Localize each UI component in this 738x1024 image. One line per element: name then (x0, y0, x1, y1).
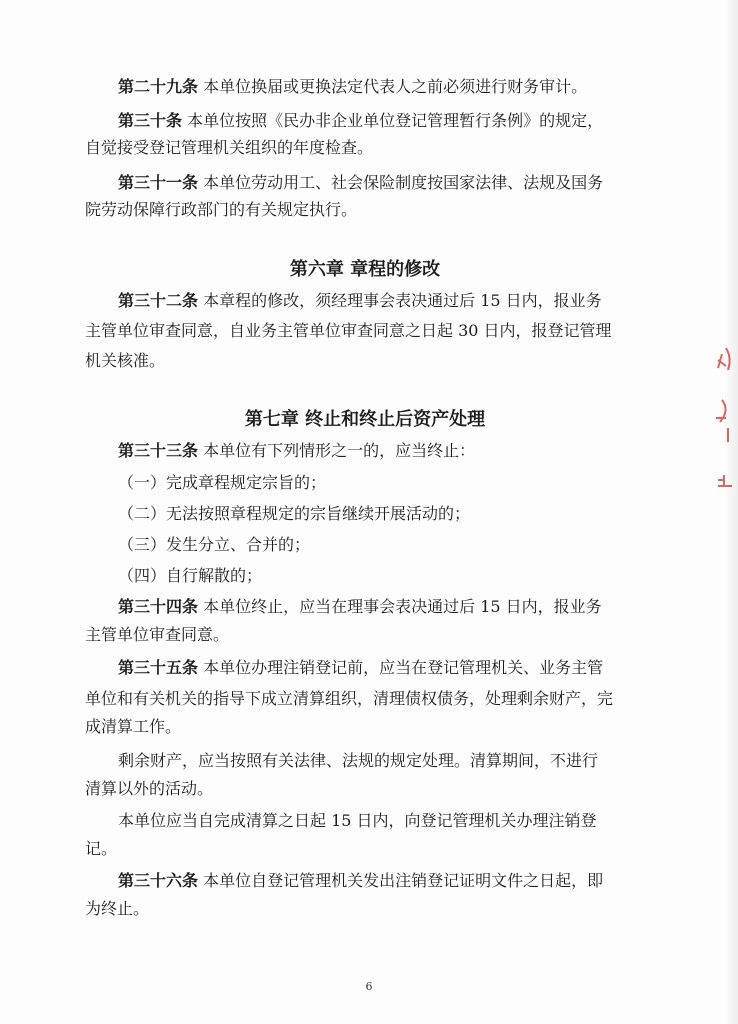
article-31 (118, 172, 678, 194)
article-lead: 第三十一条 (118, 173, 199, 192)
article-30 (118, 110, 678, 132)
article-32 (118, 290, 678, 312)
text-line: 剩余财产，应当按照有关法律、法规的规定处理。清算期间，不进行 (118, 751, 599, 770)
article-lead: 第三十条 (118, 111, 183, 130)
article-lead: 第二十九条 (118, 77, 199, 96)
text-line: 清算以外的活动。 (85, 779, 214, 798)
article-36 (118, 870, 678, 892)
text-line: 为终止。 (85, 899, 150, 918)
article-lead: 第三十五条 (118, 658, 199, 677)
article-33 (118, 440, 678, 462)
article-text: 本单位劳动用工、社会保险制度按国家法律、法规及国务 (203, 173, 604, 192)
article-lead: 第三十六条 (118, 871, 199, 890)
article-35 (118, 657, 678, 679)
article-text: 本单位有下列情形之一的，应当终止： (203, 441, 476, 460)
list-item: （一）完成章程规定宗旨的； (118, 473, 327, 492)
text-line: 主管单位审查同意，自业务主管单位审查同意之日起 30 日内，报登记管理 (85, 321, 612, 340)
article-34 (118, 596, 678, 618)
article-text: 本单位终止，应当在理事会表决通过后 15 日内，报业务 (203, 597, 602, 616)
list-item: （二）无法按照章程规定的宗旨继续开展活动的； (118, 504, 471, 523)
article-text: 本单位办理注销登记前，应当在登记管理机关、业务主管 (203, 658, 604, 677)
text-line: 记。 (85, 839, 118, 858)
text-line: 院劳动保障行政部门的有关规定执行。 (85, 200, 358, 219)
page-number: 6 (365, 980, 373, 993)
text-line: 本单位应当自完成清算之日起 15 日内，向登记管理机关办理注销登 (118, 811, 597, 830)
article-text: 本单位自登记管理机关发出注销登记证明文件之日起，即 (203, 871, 604, 890)
list-item: （三）发生分立、合并的； (118, 535, 311, 554)
text-line: 单位和有关机关的指导下成立清算组织，清理债权债务，处理剩余财产，完 (85, 689, 614, 708)
scan-edge (724, 0, 738, 1024)
article-text: 本章程的修改，须经理事会表决通过后 15 日内，报业务 (203, 291, 602, 310)
article-lead: 第三十二条 (118, 291, 199, 310)
article-text: 本单位按照《民办非企业单位登记管理暂行条例》的规定， (187, 111, 604, 130)
article-lead: 第三十三条 (118, 441, 199, 460)
text-line: 机关核准。 (85, 351, 166, 370)
article-lead: 第三十四条 (118, 597, 199, 616)
article-text: 本单位换届或更换法定代表人之前必须进行财务审计。 (203, 77, 588, 96)
text-line: 自觉接受登记管理机关组织的年度检查。 (85, 138, 374, 157)
chapter-6-title: 第六章 章程的修改 (289, 259, 441, 280)
text-line: 主管单位审查同意。 (85, 625, 230, 644)
text-line: 成清算工作。 (85, 717, 182, 736)
article-29 (118, 76, 678, 98)
list-item: （四）自行解散的； (118, 566, 263, 585)
chapter-7-title: 第七章 终止和终止后资产处理 (244, 409, 486, 430)
